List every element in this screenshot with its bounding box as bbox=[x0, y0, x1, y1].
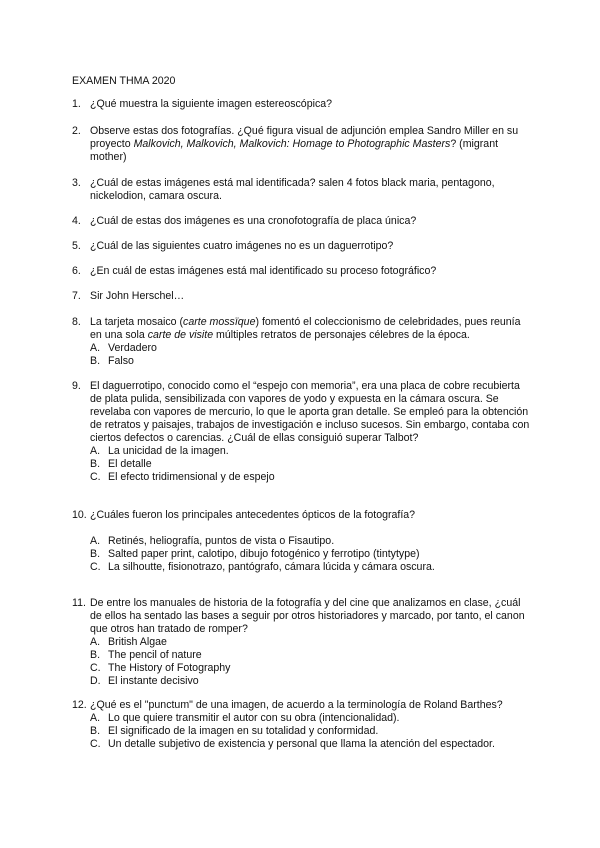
answer-option bbox=[90, 636, 532, 649]
option-text: El instante decisivo bbox=[108, 675, 199, 687]
option-letter: B. bbox=[90, 458, 101, 470]
question-number: 6. bbox=[72, 265, 81, 277]
question-7 bbox=[72, 290, 532, 303]
question-number: 9. bbox=[72, 380, 81, 392]
option-letter: C. bbox=[90, 471, 101, 483]
question-text-italic: carte mossïque bbox=[183, 316, 256, 328]
option-letter: A. bbox=[90, 445, 101, 457]
answer-option bbox=[90, 535, 532, 548]
option-letter: B. bbox=[90, 725, 101, 737]
question-number: 7. bbox=[72, 290, 81, 302]
answer-option bbox=[90, 675, 532, 688]
question-text-part: La tarjeta mosaico ( bbox=[90, 316, 184, 328]
option-text: The History of Fotography bbox=[108, 662, 231, 674]
question-8 bbox=[72, 316, 532, 368]
answer-option bbox=[90, 355, 532, 368]
option-letter: C. bbox=[90, 662, 101, 674]
question-text: ¿En cuál de estas imágenes está mal identificado su proceso fotográfico? bbox=[90, 265, 437, 277]
option-text: The pencil of nature bbox=[108, 649, 202, 661]
question-10 bbox=[72, 509, 532, 574]
option-text: British Algae bbox=[108, 636, 167, 648]
question-5 bbox=[72, 240, 532, 253]
option-letter: A. bbox=[90, 535, 101, 547]
answer-option bbox=[90, 662, 532, 675]
option-text: La unicidad de la imagen. bbox=[108, 445, 229, 457]
answer-option bbox=[90, 725, 532, 738]
page-title: EXAMEN THMA 2020 bbox=[72, 75, 176, 87]
question-number: 10. bbox=[72, 509, 87, 521]
answer-options bbox=[90, 535, 532, 574]
option-letter: B. bbox=[90, 548, 101, 560]
option-text: El significado de la imagen en su totalidad y conformidad. bbox=[108, 725, 379, 737]
option-letter: B. bbox=[90, 649, 101, 661]
question-text: ¿Cuál de las siguientes cuatro imágenes no es un daguerrotipo? bbox=[90, 240, 394, 252]
option-text: Salted paper print, calotipo, dibujo fotogénico y ferrotipo (tintytype) bbox=[108, 548, 420, 560]
question-text bbox=[90, 125, 532, 164]
answer-option bbox=[90, 561, 532, 574]
question-number: 5. bbox=[72, 240, 81, 252]
question-3 bbox=[72, 177, 532, 203]
answer-option bbox=[90, 738, 532, 751]
question-text: ¿Qué muestra la siguiente imagen estereoscópica? bbox=[90, 98, 333, 110]
answer-option bbox=[90, 649, 532, 662]
option-text: La silhoutte, fisionotrazo, pantógrafo, cámara lúcida y cámara oscura. bbox=[108, 561, 435, 573]
answer-option bbox=[90, 712, 532, 725]
question-number: 3. bbox=[72, 177, 81, 189]
option-text: Un detalle subjetivo de existencia y personal que llama la atención del espectador. bbox=[108, 738, 495, 750]
question-number: 12. bbox=[72, 699, 87, 711]
option-letter: C. bbox=[90, 561, 101, 573]
question-text: ¿Cuál de estas dos imágenes es una cronofotografía de placa única? bbox=[90, 215, 417, 227]
question-text bbox=[90, 316, 532, 342]
question-number: 4. bbox=[72, 215, 81, 227]
question-number: 8. bbox=[72, 316, 81, 328]
question-text-part: múltiples retratos de personajes célebres de la época. bbox=[213, 329, 470, 341]
answer-options bbox=[90, 445, 532, 484]
question-text-part: Observe estas dos fotografías. ¿Qué figura visual de adjunción emplea Sandro Miller en su proyecto bbox=[90, 125, 519, 150]
question-text: Sir John Herschel… bbox=[90, 290, 185, 302]
option-text: Falso bbox=[108, 355, 134, 367]
question-text-part: ) fomentó el coleccionismo de celebridades, pues reunía en una sola bbox=[90, 316, 521, 341]
answer-options bbox=[90, 636, 532, 688]
option-text: Retinés, heliografía, puntos de vista o Fisautipo. bbox=[108, 535, 335, 547]
option-letter: C. bbox=[90, 738, 101, 750]
question-number: 1. bbox=[72, 98, 81, 110]
answer-options bbox=[90, 712, 532, 751]
question-text-italic: carte de visite bbox=[147, 329, 214, 341]
option-text: Lo que quiere transmitir el autor con su obra (intencionalidad). bbox=[108, 712, 400, 724]
question-text: ¿Qué es el "punctum" de una imagen, de acuerdo a la terminología de Roland Barthes? bbox=[90, 699, 503, 711]
option-letter: B. bbox=[90, 355, 101, 367]
answer-option bbox=[90, 445, 532, 458]
option-text: El efecto tridimensional y de espejo bbox=[108, 471, 275, 483]
question-11 bbox=[72, 597, 532, 688]
answer-option bbox=[90, 548, 532, 561]
question-text: El daguerrotipo, conocido como el “espejo con memoria”, era una placa de cobre recubierta de plata pulida, sensibilizada con vapores de yodo y expuesta en la cámara oscura. Se revelaba con vapores de mercurio, lo que le aporta gran detalle. Se empleó para la obtención de retratos y paisajes, trabajos de investigación e incluso sucesos. Sin embargo, contaba con ciertos defectos o carencias. ¿Cuál de ellas consiguió superar Talbot? bbox=[90, 380, 530, 444]
answer-option bbox=[90, 458, 532, 471]
answer-option bbox=[90, 471, 532, 484]
question-text-italic: Malkovich, Malkovich, Malkovich: Homage to Photographic Masters bbox=[133, 138, 451, 150]
question-text: ¿Cuáles fueron los principales antecedentes ópticos de la fotografía? bbox=[90, 509, 416, 521]
answer-option bbox=[90, 342, 532, 355]
option-letter: A. bbox=[90, 712, 101, 724]
question-text: De entre los manuales de historia de la fotografía y del cine que analizamos en clase, ¿cuál de ellos ha sentado las bases a seguir por otros historiadores y marcado, por tanto, el canon que otros han tratado de romper? bbox=[90, 597, 525, 635]
question-number: 11. bbox=[72, 597, 86, 609]
question-1 bbox=[72, 98, 532, 111]
question-2 bbox=[72, 125, 532, 164]
option-letter: A. bbox=[90, 636, 101, 648]
question-text: ¿Cuál de estas imágenes está mal identificada? salen 4 fotos black maria, pentagono, nickelodion, camara oscura. bbox=[90, 177, 495, 202]
question-9 bbox=[72, 380, 532, 484]
question-4 bbox=[72, 215, 532, 228]
question-text-part: ? (migrant mother) bbox=[90, 138, 499, 163]
option-letter: D. bbox=[90, 675, 101, 687]
option-text: El detalle bbox=[108, 458, 152, 470]
option-letter: A. bbox=[90, 342, 101, 354]
option-text: Verdadero bbox=[108, 342, 157, 354]
answer-options bbox=[90, 342, 532, 368]
question-12 bbox=[72, 699, 532, 751]
question-6 bbox=[72, 265, 532, 278]
question-number: 2. bbox=[72, 125, 81, 137]
